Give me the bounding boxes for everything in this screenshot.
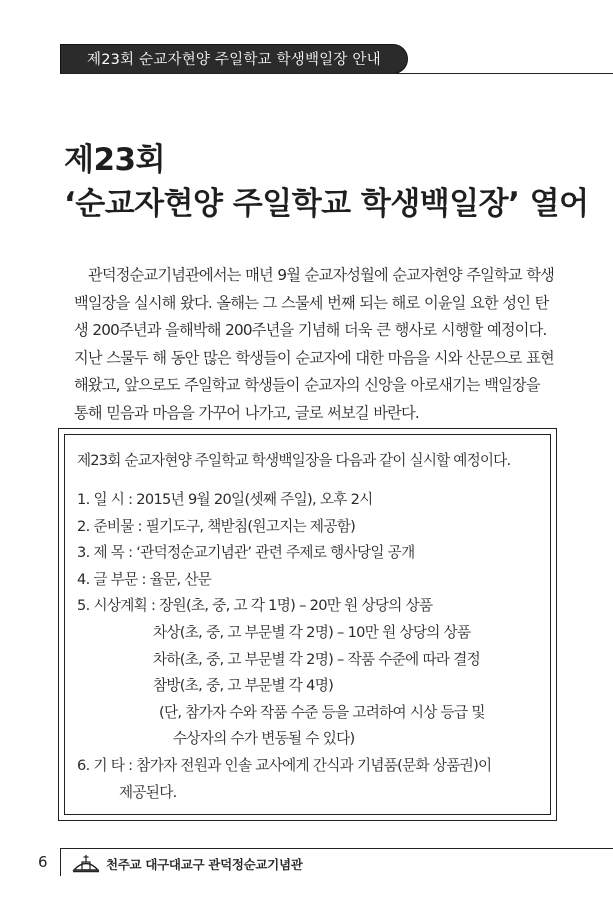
intro-line: 해왔고, 앞으로도 주일학교 학생들이 순교자의 신앙을 아로새기는 백일장을 [74, 376, 540, 395]
notice-items [77, 487, 547, 806]
church-logo-icon [72, 853, 100, 873]
intro-paragraph [74, 262, 564, 428]
footer-rule [60, 848, 613, 849]
notice-box [58, 428, 557, 821]
notice-lead: 제23회 순교자현양 주일학교 학생백일장을 다음과 같이 실시할 예정이다. [77, 452, 511, 469]
title-line-1: 제23회 [64, 142, 166, 178]
notice-item-date: 1. 일 시 : 2015년 9월 20일(셋째 주일), 오후 2시 [77, 491, 373, 508]
title-line-2: ‘순교자현양 주일학교 학생백일장’ 열어 [64, 186, 589, 222]
intro-line: 백일장을 실시해 왔다. 올해는 그 스물세 번째 되는 해로 이윤일 요한 성인 탄 [74, 293, 549, 312]
notice-item-etc-cont: 제공된다. [119, 783, 177, 801]
footer-organization: 천주교 대구대교구 관덕정순교기념관 [106, 857, 303, 872]
intro-line: 지난 스물두 해 동안 많은 학생들이 순교자에 대한 마음을 시와 산문으로 표현 [74, 348, 554, 367]
header-banner-text: 제23회 순교자현양 주일학교 학생백일장 안내 [87, 52, 381, 68]
notice-item-topic: 3. 제 목 : ‘관덕정순교기념관’ 관련 주제로 행사당일 공개 [77, 544, 415, 562]
header-banner [60, 44, 408, 74]
page-number: 6 [38, 853, 48, 871]
notice-award-note-cont: 수상자의 수가 변동될 수 있다) [173, 730, 355, 748]
footer-divider [60, 848, 61, 876]
notice-item-awards: 5. 시상계획 : 장원(초, 중, 고 각 1명) – 20만 원 상당의 상품 [77, 597, 433, 615]
notice-award-honorable: 참방(초, 중, 고 부문별 각 4명) [153, 677, 334, 695]
intro-line: 생 200주년과 을해박해 200주년을 기념해 더욱 큰 행사로 시행할 예정이다. [74, 321, 547, 340]
notice-item-supplies: 2. 준비물 : 필기도구, 책받침(원고지는 제공함) [77, 517, 356, 535]
notice-award-second: 차상(초, 중, 고 부문별 각 2명) – 10만 원 상당의 상품 [153, 623, 471, 641]
notice-award-third: 차하(초, 중, 고 부문별 각 2명) – 작품 수준에 따라 결정 [153, 650, 480, 668]
notice-item-category: 4. 글 부문 : 율문, 산문 [77, 570, 212, 588]
intro-line: 통해 믿음과 마음을 가꾸어 나가고, 글로 써보길 바란다. [74, 403, 419, 422]
notice-award-note: (단, 참가자 수와 작품 수준 등을 고려하여 시상 등급 및 [159, 703, 485, 721]
intro-line: 관덕정순교기념관에서는 매년 9월 순교자성월에 순교자현양 주일학교 학생 [88, 266, 555, 284]
article-title [64, 138, 589, 226]
header-rule [60, 73, 613, 74]
notice-inner-frame [64, 434, 551, 815]
notice-item-etc: 6. 기 타 : 참가자 전원과 인솔 교사에게 간식과 기념품(문화 상품권)이 [77, 756, 492, 774]
